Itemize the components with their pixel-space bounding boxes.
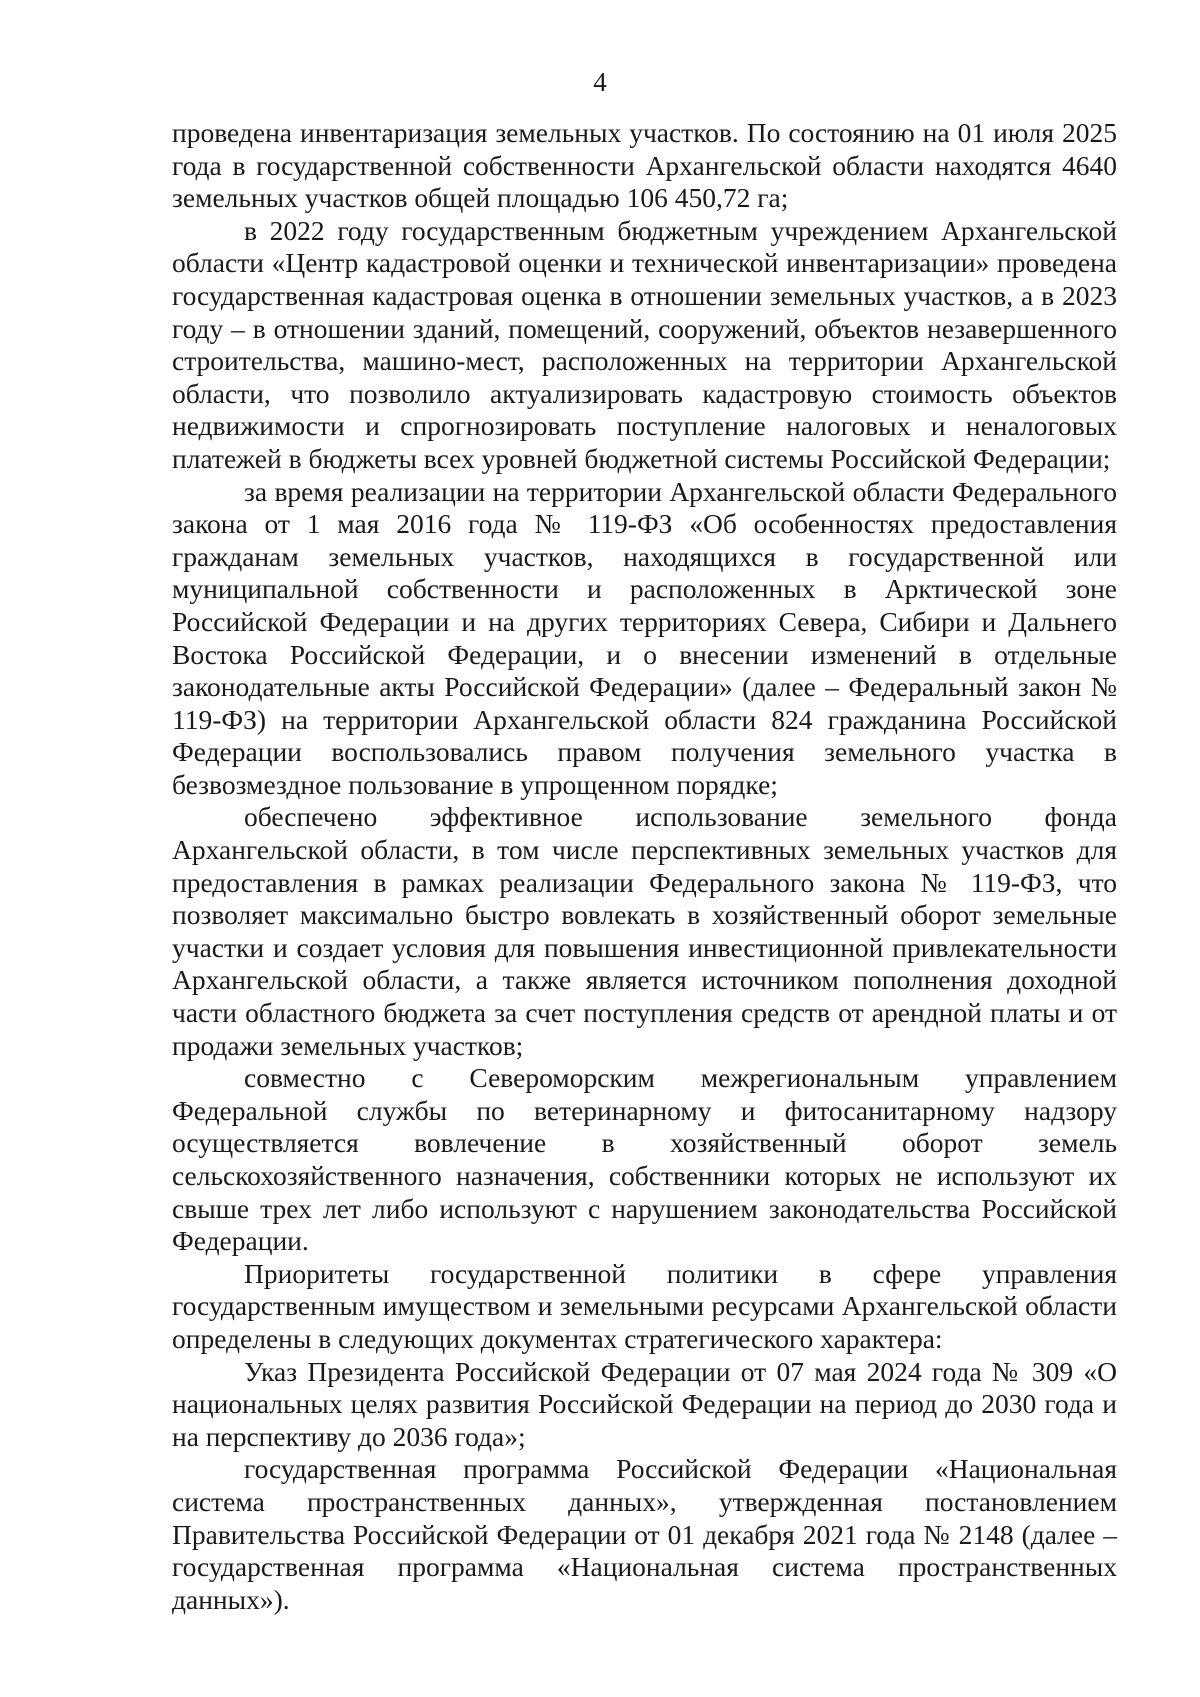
paragraph-agricultural-land: совместно с Североморским межрегиональным управлением Федеральной службы по ветеринарному и фитосанитарному надзору осуществляется вовлечение в хозяйственный оборот земель сельскохозяйственного назначения, собственники которых не используют их свыше трех лет либо используют с нарушением законодательства Российской Федерации.	[172, 1062, 1117, 1257]
paragraph-policy-priorities: Приоритеты государственной политики в сфере управления государственным имуществом и земельными ресурсами Архангельской области определены в следующих документах стратегического характера:	[172, 1257, 1117, 1354]
paragraph-land-inventory: проведена инвентаризация земельных участков. По состоянию на 01 июля 2025 года в государственной собственности Архангельской области находятся 4640 земельных участков общей площадью 106 450,72 га;	[172, 117, 1117, 214]
paragraph-presidential-decree: Указ Президента Российской Федерации от 07 мая 2024 года № 309 «О национальных целях развития Российской Федерации на период до 2030 года и на перспективу до 2036 года»;	[172, 1355, 1117, 1452]
paragraph-state-program: государственная программа Российской Федерации «Национальная система пространственных данных», утвержденная постановлением Правительства Российской Федерации от 01 декабря 2021 года № 2148 (далее – государственная программа «Национальная система пространственных данных»).	[172, 1453, 1117, 1615]
paragraph-federal-law-119: за время реализации на территории Архангельской области Федерального закона от 1 мая 2016 года № 119-ФЗ «Об особенностях предоставления гражданам земельных участков, находящихся в государственной или муниципальной собственности и расположенных в Арктической зоне Российской Федерации и на других территориях Севера, Сибири и Дальнего Востока Российской Федерации, и о внесении изменений в отдельные законодательные акты Российской Федерации» (далее – Федеральный закон № 119-ФЗ) на территории Архангельской области 824 гражданина Российской Федерации воспользовались правом получения земельного участка в безвозмездное пользование в упрощенном порядке;	[172, 475, 1117, 800]
page-number: 4	[593, 67, 607, 97]
document-body	[172, 117, 1117, 1616]
paragraph-land-fund-usage: обеспечено эффективное использование земельного фонда Архангельской области, в том числе перспективных земельных участков для предоставления в рамках реализации Федерального закона № 119-ФЗ, что позволяет максимально быстро вовлекать в хозяйственный оборот земельные участки и создает условия для повышения инвестиционной привлекательности Архангельской области, а также является источником пополнения доходной части областного бюджета за счет поступления средств от арендной платы и от продажи земельных участков;	[172, 801, 1117, 1061]
paragraph-cadastral-valuation: в 2022 году государственным бюджетным учреждением Архангельской области «Центр кадастровой оценки и технической инвентаризации» проведена государственная кадастровая оценка в отношении земельных участков, а в 2023 году – в отношении зданий, помещений, сооружений, объектов незавершенного строительства, машино-мест, расположенных на территории Архангельской области, что позволило актуализировать кадастровую стоимость объектов недвижимости и спрогнозировать поступление налоговых и неналоговых платежей в бюджеты всех уровней бюджетной системы Российской Федерации;	[172, 214, 1117, 474]
